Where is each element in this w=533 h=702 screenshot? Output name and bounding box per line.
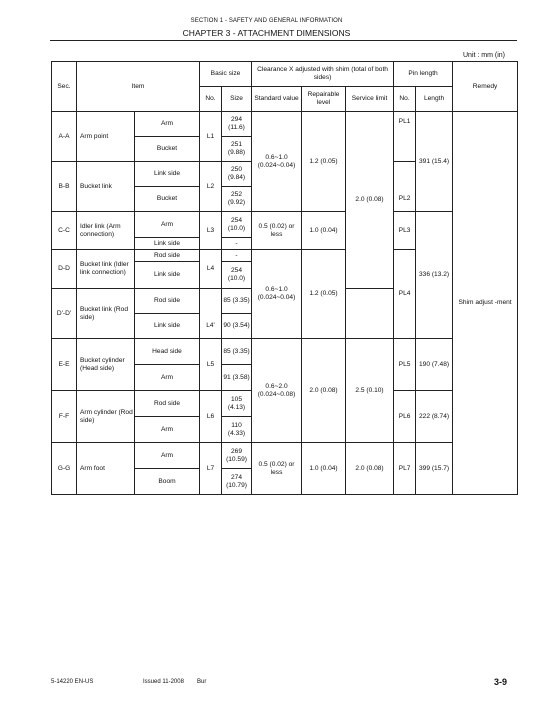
sec-dd-prime: D'-D' <box>52 289 77 339</box>
item-bucket-cylinder-head: Bucket cylinder (Head side) <box>77 339 135 391</box>
no-l5: L5 <box>200 339 222 391</box>
service-ef: 2.5 (0.10) <box>346 339 394 443</box>
pin-pl4: PL4 <box>394 250 416 339</box>
length-f: 222 (8.74) <box>416 391 453 443</box>
header-length: Length <box>416 87 453 112</box>
pin-pl7: PL7 <box>394 443 416 495</box>
standard-d: 0.6~1.0 (0.024~0.04) <box>252 250 302 339</box>
service-ad: 2.0 (0.08) <box>346 112 394 289</box>
item-bucket-link-idler: Bucket link (Idler link connection) <box>77 250 135 289</box>
size-250: 250 (9.84) <box>222 162 252 187</box>
item-arm-foot: Arm foot <box>77 443 135 495</box>
length-ab: 391 (15.4) <box>416 112 453 212</box>
pin-pl1: PL1 <box>394 112 416 162</box>
repairable-ab: 1.2 (0.05) <box>302 112 346 212</box>
part-arm: Arm <box>135 417 200 443</box>
size-90: 90 (3.54) <box>222 314 252 339</box>
header-clearance: Clearance X adjusted with shim (total of both sides) <box>252 62 394 87</box>
sec-gg: G-G <box>52 443 77 495</box>
part-rod-side: Rod side <box>135 250 200 262</box>
header-size: Size <box>222 87 252 112</box>
part-link-side: Link side <box>135 238 200 250</box>
remedy: Shim adjust -ment <box>453 112 518 495</box>
no-l1: L1 <box>200 112 222 162</box>
size-110: 110 (4.33) <box>222 417 252 443</box>
size-dash1: - <box>222 238 252 250</box>
item-bucket-link: Bucket link <box>77 162 135 212</box>
page-number: 3-9 <box>493 677 507 687</box>
item-arm-cylinder-rod: Arm cylinder (Rod side) <box>77 391 135 443</box>
size-dash2: - <box>222 250 252 262</box>
size-252: 252 (9.92) <box>222 187 252 212</box>
repairable-c: 1.0 (0.04) <box>302 212 346 250</box>
size-274: 274 (10.79) <box>222 469 252 495</box>
size-254b: 254 (10.0) <box>222 262 252 289</box>
standard-g: 0.5 (0.02) or less <box>252 443 302 495</box>
footer-language: Bur <box>197 679 207 685</box>
part-head-side: Head side <box>135 339 200 365</box>
no-l6: L6 <box>200 391 222 443</box>
unit-note: Unit : mm (in) <box>463 52 505 59</box>
size-254a: 254 (10.0) <box>222 212 252 238</box>
size-251: 251 (9.88) <box>222 137 252 162</box>
part-arm: Arm <box>135 365 200 391</box>
size-91: 91 (3.58) <box>222 365 252 391</box>
item-bucket-link-rod: Bucket link (Rod side) <box>77 289 135 339</box>
item-idler-link-arm: Idler link (Arm connection) <box>77 212 135 250</box>
size-105: 105 (4.13) <box>222 391 252 417</box>
sec-ff: F-F <box>52 391 77 443</box>
size-85a: 85 (3.35) <box>222 289 252 314</box>
size-294: 294 (11.6) <box>222 112 252 137</box>
repairable-d: 1.2 (0.05) <box>302 250 346 339</box>
sec-dd: D-D <box>52 250 77 289</box>
part-link-side: Link side <box>135 162 200 187</box>
header-standard-value: Standard value <box>252 87 302 112</box>
header-rule <box>50 40 517 41</box>
header-repairable-level: Repairable level <box>302 87 346 112</box>
repairable-ef: 2.0 (0.08) <box>302 339 346 443</box>
footer-doc-number: 5-14220 EN-US <box>51 679 94 685</box>
length-g: 399 (15.7) <box>416 443 453 495</box>
attachment-dimensions-table <box>51 61 518 495</box>
header-sec: Sec. <box>52 62 77 112</box>
part-link-side: Link side <box>135 262 200 289</box>
header-pin-no: No. <box>394 87 416 112</box>
part-link-side: Link side <box>135 314 200 339</box>
part-rod-side: Rod side <box>135 391 200 417</box>
section-title: SECTION 1 - SAFETY AND GENERAL INFORMATION <box>190 18 343 24</box>
header-remedy: Remedy <box>453 62 518 112</box>
part-arm: Arm <box>135 212 200 238</box>
sec-cc: C-C <box>52 212 77 250</box>
no-l7: L7 <box>200 443 222 495</box>
pin-pl5: PL5 <box>394 339 416 391</box>
sec-bb: B-B <box>52 162 77 212</box>
no-l2: L2 <box>200 162 222 212</box>
header-pin-length: Pin length <box>394 62 453 87</box>
part-bucket: Bucket <box>135 137 200 162</box>
part-arm: Arm <box>135 112 200 137</box>
size-269: 269 (10.59) <box>222 443 252 469</box>
header-service-limit: Service limit <box>346 87 394 112</box>
size-85b: 85 (3.35) <box>222 339 252 365</box>
footer-issued: Issued 11-2008 <box>143 679 184 685</box>
sec-ee: E-E <box>52 339 77 391</box>
part-arm: Arm <box>135 443 200 469</box>
sec-aa: A-A <box>52 112 77 162</box>
header-item: Item <box>77 62 200 112</box>
standard-ef: 0.6~2.0 (0.024~0.08) <box>252 339 302 443</box>
repairable-g: 1.0 (0.04) <box>302 443 346 495</box>
header-no: No. <box>200 87 222 112</box>
header-basic-size: Basic size <box>200 62 252 87</box>
chapter-title: CHAPTER 3 - ATTACHMENT DIMENSIONS <box>182 28 351 38</box>
part-rod-side: Rod side <box>135 289 200 314</box>
service-g: 2.0 (0.08) <box>346 443 394 495</box>
pin-pl6: PL6 <box>394 391 416 443</box>
no-l4: L4 <box>200 250 222 289</box>
standard-ab: 0.6~1.0 (0.024~0.04) <box>252 112 302 212</box>
part-boom: Boom <box>135 469 200 495</box>
length-cd: 336 (13.2) <box>416 212 453 339</box>
part-bucket: Bucket <box>135 187 200 212</box>
pin-pl3: PL3 <box>394 212 416 250</box>
no-l3: L3 <box>200 212 222 250</box>
pin-pl2: PL2 <box>394 162 416 212</box>
no-l4-prime: L4' <box>200 289 222 339</box>
length-e: 190 (7.48) <box>416 339 453 391</box>
standard-c: 0.5 (0.02) or less <box>252 212 302 250</box>
item-arm-point: Arm point <box>77 112 135 162</box>
